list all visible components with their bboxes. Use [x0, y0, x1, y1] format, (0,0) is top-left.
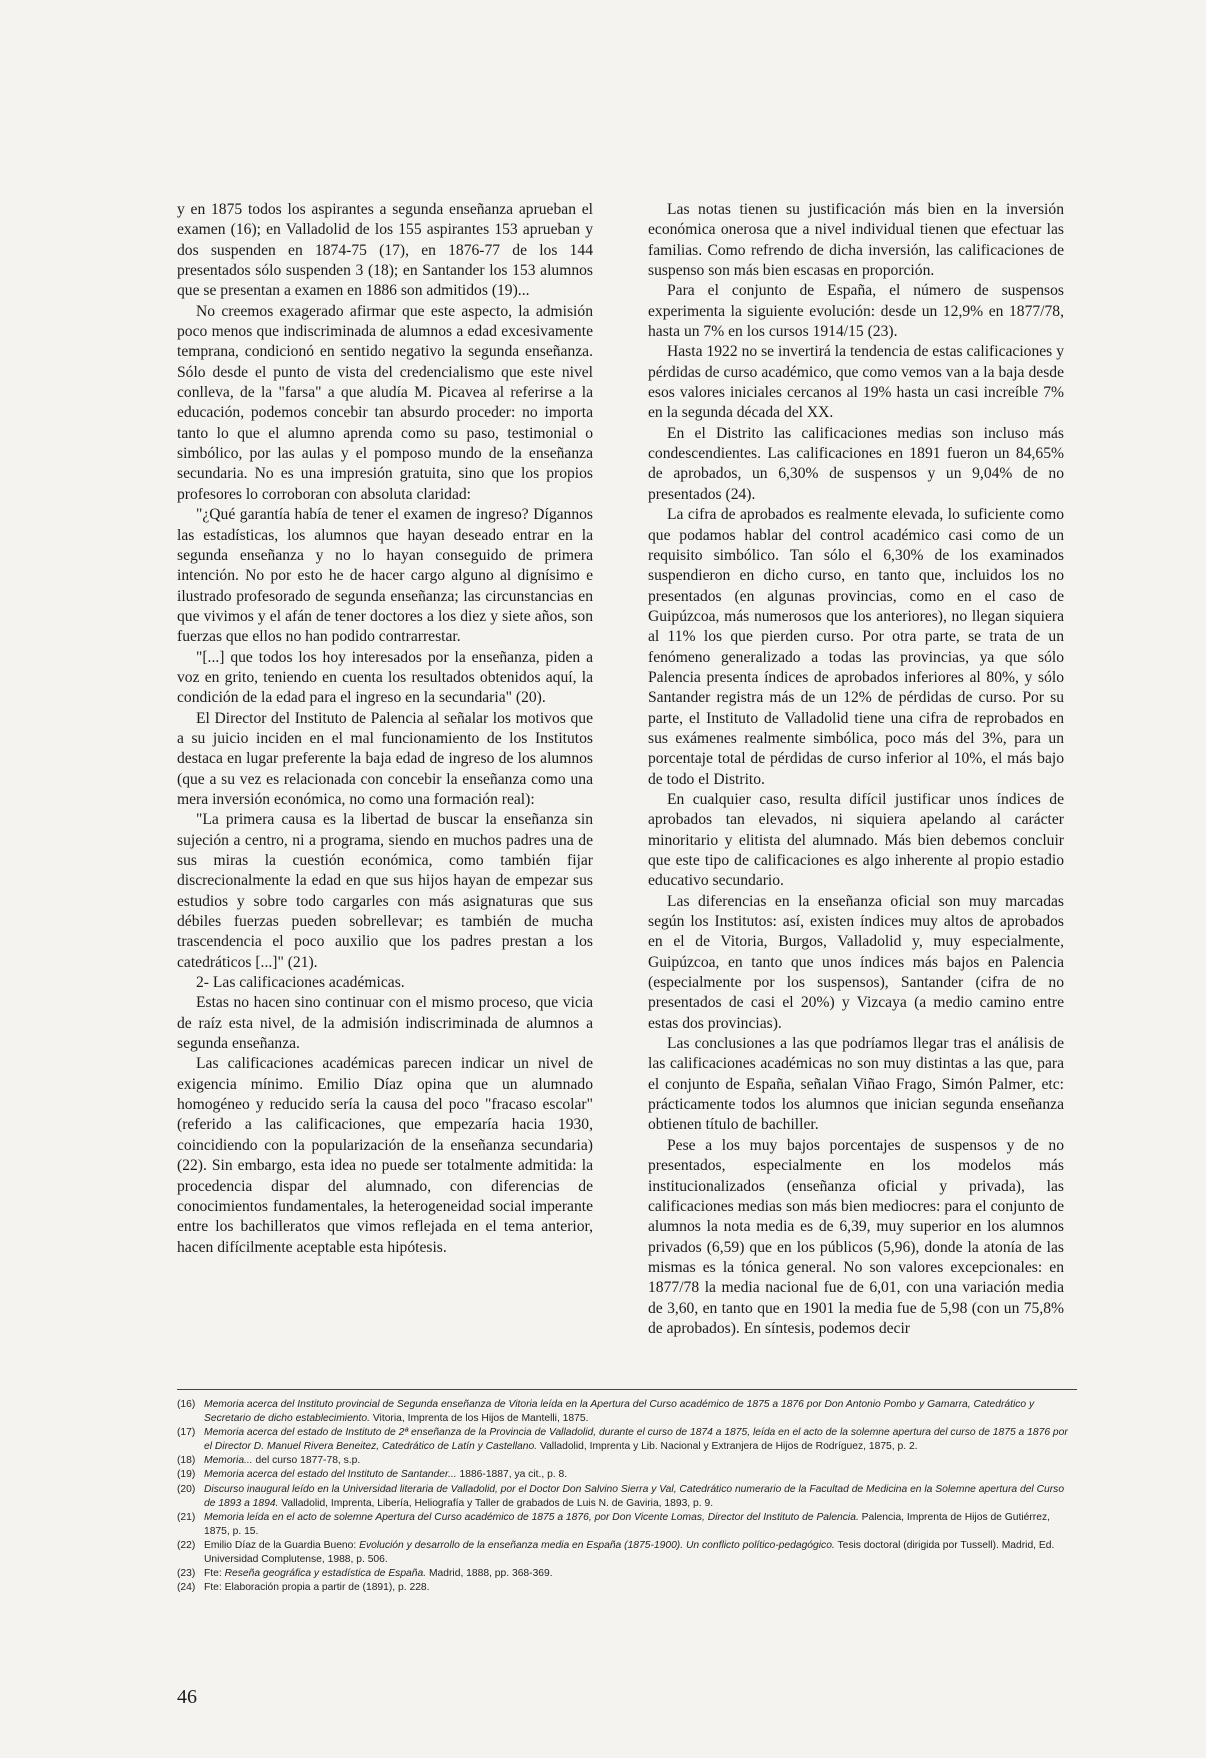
footnote-text: Discurso inaugural leído en la Universidad literaria de Valladolid, por el Doctor Don Salvino Sierra y Val, Catedrático numerario de la Facultad de Medicina en la Solemne apertura del Curso de 1893 a 1894. Valladolid, Imprenta, Libería, Heliografía y Taller de grabados de Luis N. de Gaviria, 1893, p. 9. [204, 1483, 1065, 1509]
paragraph: "La primera causa es la libertad de buscar la enseñanza sin sujeción a centro, ni a programa, siendo en muchos padres una de sus miras la cuestión económica, como también fijar discrecionalmente la edad en que sus hijos hayan de empezar sus estudios y sobre todo cargarles con más asignaturas que sus débiles fuerzas pueden sobrellevar; es también de mucha trascendencia el poco auxilio que los padres prestan a los catedráticos [...]" (21). [177, 811, 593, 971]
paragraph: Las conclusiones a las que podríamos llegar tras el análisis de las calificaciones académicas no son muy distintas a las que, para el conjunto de España, señalan Viñao Frago, Simón Palmer, etc: prácticamente todos los alumnos que inician segunda enseñanza obtienen título de bachiller. [648, 1035, 1064, 1134]
footnote-number: (18) [177, 1455, 196, 1467]
footnote-number: (16) [177, 1399, 196, 1410]
footnote-number: (19) [177, 1469, 196, 1481]
footnote-divider [177, 1389, 1077, 1390]
paragraph: y en 1875 todos los aspirantes a segunda enseñanza aprueban el examen (16); en Valladolid de los 155 aspirantes 153 aprueban y dos suspenden en 1874-75 (17), en 1876-77 de los 144 presentados sólo suspenden 3 (18); en Santander los 153 alumnos que se presentan a examen en 1886 son admitidos (19)... [177, 201, 593, 300]
footnote-text: Memoria acerca del estado de Instituto de 2ª enseñanza de la Provincia de Valladolid, durante el curso de 1874 a 1875, leída en el acto de la solemne apertura del curso de 1875 a 1876 por el Director D. Manuel Rivera Beneitez, Catedrático de Latín y Castellano. Valladolid, Imprenta y Lib. Nacional y Extranjera de Hijos de Rodríguez, 1875, p. 2. [204, 1427, 1068, 1453]
footnote [177, 1483, 1077, 1511]
footnote-text: Memoria leída en el acto de solemne Apertura del Curso académico de 1875 a 1876, por Don Vicente Lomas, Director del Instituto de Palencia. Palencia, Imprenta de Hijos de Gutiérrez, 1875, p. 15. [204, 1511, 1050, 1537]
paragraph: En cualquier caso, resulta difícil justificar unos índices de aprobados tan elevados, ni siquiera apelando al carácter minoritario y elitista del alumnado. Más bien debemos concluir que este tipo de calificaciones es algo inherente al propio estadio educativo secundario. [648, 790, 1064, 890]
footnote-text: Emilio Díaz de la Guardia Bueno: Evolución y desarrollo de la enseñanza media en España (1875-1900). Un conflicto político-pedagógico. Tesis doctoral (dirigida por Tussell). Madrid, Ed. Universidad Complutense, 1988, p. 506. [204, 1539, 1055, 1566]
footnote [177, 1426, 1077, 1454]
paragraph: "[...] que todos los hoy interesados por la enseñanza, piden a voz en grito, teniendo en cuenta los resultados obtenidos aquí, la condición de la edad para el ingreso en la secundaria" (20). [177, 648, 593, 707]
left-column [177, 200, 593, 1258]
footnote-text: Fte: Reseña geográfica y estadística de España. Madrid, 1888, pp. 368-369. [204, 1568, 553, 1580]
footnote [177, 1511, 1077, 1539]
paragraph: Estas no hacen sino continuar con el mismo proceso, que vicia de raíz esta nivel, de la admisión indiscriminada de alumnos a segunda enseñanza. [177, 994, 593, 1053]
footnote [177, 1468, 1077, 1482]
page-number: 46 [177, 1686, 197, 1708]
paragraph: No creemos exagerado afirmar que este aspecto, la admisión poco menos que indiscriminada de alumnos a edad excesivamente temprana, condicionó en sentido negativo la segunda enseñanza. Sólo desde el punto de vista del credencialismo que este nivel conlleva, de la "farsa" a que aludía M. Picavea al referirse a la educación, podemos concebir tan absurdo proceder: no importa tanto lo que el alumno aprenda como su paso, testimonial o simbólico, por las aulas y el pomposo mundo de la enseñanza secundaria. No es una impresión gratuita, sino que los propios profesores lo corroboran con absoluta claridad: [177, 302, 593, 503]
paragraph: Las diferencias en la enseñanza oficial son muy marcadas según los Institutos: así, existen índices muy altos de aprobados en el de Vitoria, Burgos, Valladolid y, muy especialmente, Guipúzcoa, en tanto que unos índices más bajos en Palencia (especialmente por los suspensos), Santander (cifra de no presentados de casi el 20%) y Vizcaya (a medio camino entre estas dos provincias). [648, 892, 1064, 1032]
footnote-text: Memoria acerca del Instituto provincial de Segunda enseñanza de Vitoria leída en la Apertura del Curso académico de 1875 a 1876 por Don Antonio Pombo y Gamarra, Catedrático y Secretario de dicho establecimiento. Vitoria, Imprenta de los Hijos de Mantelli, 1875. [204, 1399, 1035, 1425]
paragraph: Para el conjunto de España, el número de suspensos experimenta la siguiente evolución: desde un 12,9% en 1877/78, hasta un 7% en los cursos 1914/15 (23). [648, 282, 1064, 341]
paragraph: En el Distrito las calificaciones medias son incluso más condescendientes. Las calificaciones en 1891 fueron un 84,65% de aprobados, un 6,30% de suspensos y un 9,04% de no presentados (24). [648, 424, 1064, 503]
right-column [648, 200, 1064, 1339]
footnote-text: Memoria... del curso 1877-78, s.p. [204, 1455, 361, 1467]
footnote-number: (17) [177, 1427, 196, 1439]
footnote-number: (22) [177, 1539, 196, 1551]
footnote [177, 1567, 1077, 1581]
footnotes [177, 1398, 1077, 1595]
footnote [177, 1581, 1077, 1595]
footnote [177, 1454, 1077, 1468]
paragraph: Pese a los muy bajos porcentajes de suspensos y de no presentados, especialmente en los modelos más institucionalizados (enseñanza oficial y privada), las calificaciones medias son más bien mediocres: para el conjunto de alumnos la nota media es de 6,39, muy superior en los alumnos privados (6,59) que en los públicos (5,96), donde la atonía de las mismas es la tónica general. No son valores excepcionales: en 1877/78 la media nacional fue de 6,01, con una variación media de 3,60, en tanto que en 1901 la media fue de 5,98 (con un 75,8% de aprobados). En síntesis, podemos decir [648, 1136, 1064, 1337]
paragraph: Las notas tienen su justificación más bien en la inversión económica onerosa que a nivel individual tienen que efectuar las familias. Como refrendo de dicha inversión, las calificaciones de suspenso son más bien escasas en proporción. [648, 201, 1064, 280]
footnote-text: Fte: Elaboración propia a partir de (1891), p. 228. [204, 1582, 430, 1594]
footnote [177, 1539, 1077, 1567]
footnote-number: (21) [177, 1511, 196, 1523]
paragraph: "¿Qué garantía había de tener el examen de ingreso? Dígannos las estadísticas, los alumnos que hayan deseado entrar en la segunda enseñanza y no lo hayan conseguido de primera intención. No por esto he de hacer cargo alguno al dignísimo e ilustrado profesorado de segunda enseñanza; las circunstancias en que vivimos y el afán de tener doctores a los diez y siete años, son fuerzas que ellos no han podido contrarrestar. [177, 506, 593, 646]
paragraph: Hasta 1922 no se invertirá la tendencia de estas calificaciones y pérdidas de curso académico, que como vemos van a la baja desde esos valores iniciales cercanos al 19% hasta un casi increíble 7% en la segunda década del XX. [648, 343, 1064, 422]
footnote-number: (23) [177, 1568, 196, 1580]
paragraph: La cifra de aprobados es realmente elevada, lo suficiente como que podamos hablar del control académico casi como de un requisito simbólico. Tan sólo el 6,30% de los examinados suspendieron en dicho curso, en tanto que, incluidos los no presentados (en algunas provincias, como en el caso de Guipúzcoa, más numerosos que los anteriores), no llegan siquiera al 11% los que pierden curso. Por otra parte, se trata de un fenómeno generalizado a todas las provincias, ya que sólo Palencia presenta índices de aprobados inferiores al 80%, y sólo Santander registra más de un 12% de pérdidas de curso. Por su parte, el Instituto de Valladolid tiene una cifra de reprobados en sus exámenes realmente simbólica, poco más del 3%, para un porcentaje total de pérdidas de curso inferior al 10%, el más bajo de todo el Distrito. [648, 506, 1064, 788]
paragraph: Las calificaciones académicas parecen indicar un nivel de exigencia mínimo. Emilio Díaz opina que un alumnado homogéneo y reducido sería la causa del poco "fracaso escolar" (referido a las calificaciones, que empezaría hacia 1930, coincidiendo con la popularización de la enseñanza secundaria) (22). Sin embargo, esta idea no puede ser totalmente admitida: la procedencia dispar del alumnado, con diferencias de conocimientos fundamentales, la heterogeneidad social imperante entre los bachilleratos que vimos reflejada en el tema anterior, hacen difícilmente aceptable esta hipótesis. [177, 1055, 593, 1256]
paragraph: El Director del Instituto de Palencia al señalar los motivos que a su juicio inciden en el mal funcionamiento de los Institutos destaca en lugar preferente la baja edad de ingreso de los alumnos (que a su vez es relacionada con concebir la enseñanza como una mera inversión económica, no como una formación real): [177, 709, 593, 808]
footnote [177, 1398, 1077, 1426]
paragraph: 2- Las calificaciones académicas. [196, 974, 405, 992]
footnote-number: (24) [177, 1582, 196, 1594]
footnote-text: Memoria acerca del estado del Instituto de Santander... 1886-1887, ya cit., p. 8. [204, 1469, 568, 1481]
footnote-number: (20) [177, 1483, 196, 1495]
